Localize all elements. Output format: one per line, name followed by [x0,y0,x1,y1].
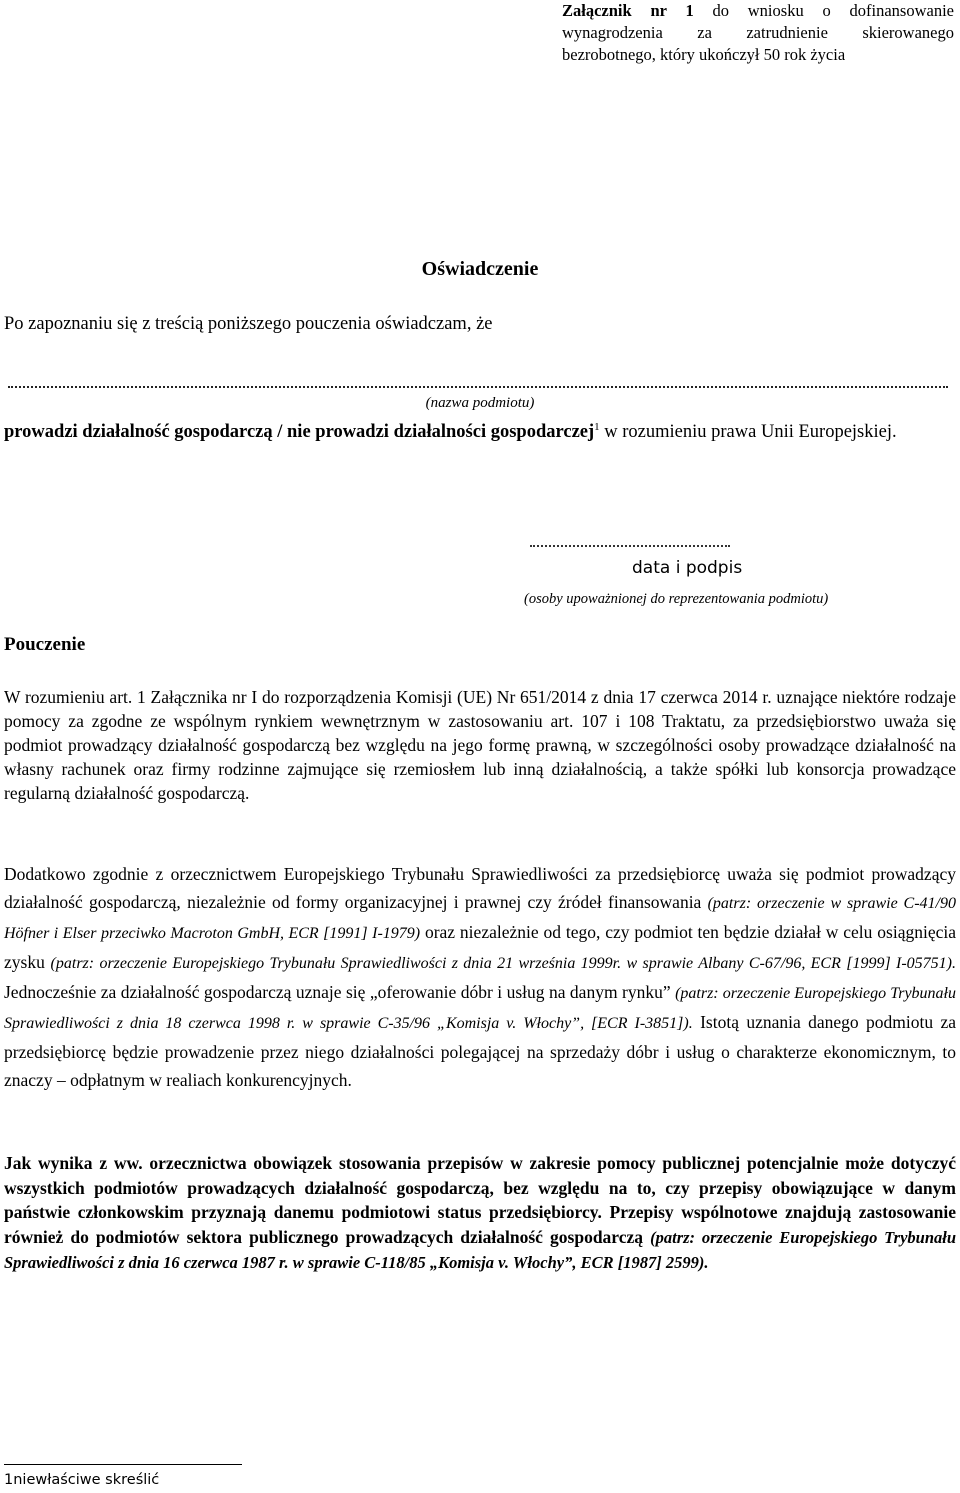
citation: (patrz: orzeczenie Europejskiego Trybunału Sprawiedliwości z dnia 21 września 1999r. w sprawie Albany C-67/96, ECR [1999] I-05751). [50,955,957,972]
option-conducts-business[interactable]: prowadzi działalność gospodarczą [4,422,273,442]
intro-text: Po zapoznaniu się z treścią poniższego pouczenia oświadczam, że [4,314,493,334]
citation: (patrz: orzeczenie w sprawie C-41/90 Höfner i Elser przeciwko Macroton GmbH, ECR [1991] I-1979) [4,895,957,942]
paragraph-definition: W rozumieniu art. 1 Załącznika nr I do rozporządzenia Komisji (UE) Nr 651/2014 z dnia 17 czerwca 2014 r. uznające niektóre rodzaje pomocy za zgodne ze wspólnym rynkiem wewnętrznym w zastosowaniu art. 107 i 108 Traktatu, za przedsiębiorstwo uważa się podmiot prowadzący działalność gospodarczą bez względu na jego formę prawną, w szczególności osoby prowadzące działalność na własny rachunek oraz firmy rodzinne zajmujące się rzemiosłem lub inną działalnością, a także spółki lub konsorcja prowadzące regularną działalność gospodarczą. [4,687,956,803]
paragraph-text: Jak wynika z ww. orzecznictwa obowiązek stosowania przepisów w zakresie pomocy publicznej potencjalnie może dotyczyć wszystkich podmiotów prowadzących działalność gospodarczą, bez względu na to, czy przepisy obowiązujące w danym państwie członkowskim przyznają danemu podmiotowi status przedsiębiorcy. Przepisy wspólnotowe znajdują zastosowanie również do podmiotów sektora publicznego prowadzących działalność gospodarczą [4,1153,956,1247]
citation: (patrz: orzeczenie Europejskiego Trybunału Sprawiedliwości z dnia 16 czerwca 1987 r. w sprawie C-118/85 „Komisja v. Włochy”, ECR [1987] 2599). [4,1227,957,1273]
entity-name-field[interactable] [8,372,948,388]
declaration-text [4,418,956,447]
annex-text: do wniosku o dofinansowanie wynagrodzenia za zatrudnienie skierowanego bezrobotnego, który ukończył 50 rok życia [562,1,954,64]
pouczenie-heading: Pouczenie [4,634,86,655]
declaration-suffix: w rozumieniu prawa Unii Europejskiej. [599,422,897,442]
entity-name-caption: (nazwa podmiotu) [425,395,535,411]
paragraph-text: Istotą uznania danego podmiotu za przedsiębiorcę będzie prowadzenie przez niego działalności polegającej na sprzedaży dóbr i usług o charakterze ekonomicznym, to znaczy – odpłatnym w realiach konkurencyjnych. [4,1012,957,1090]
signature-field[interactable] [530,531,730,547]
option-separator: / [272,422,288,442]
paragraph-text: Dodatkowo zgodnie z orzecznictwem Europejskiego Trybunału Sprawiedliwości za przedsiębiorcę uważa się podmiot prowadzący działalność gospodarczą, niezależnie od formy organizacyjnej i prawnej czy źródeł finansowania [4,864,956,912]
annex-label: Załącznik nr 1 [562,1,694,20]
paragraph-obligation [4,1151,956,1276]
footnote-text: 1niewłaściwe skreślić [4,1472,160,1488]
signature-label: data i podpis [632,558,743,578]
paragraph-text: oraz niezależnie od tego, czy podmiot ten będzie działał w celu osiągnięcia zysku [4,922,956,972]
page-title: Oświadczenie [421,258,539,280]
annex-header [562,0,954,66]
footnote-mark: 1 [594,420,600,433]
paragraph-text: Jednocześnie za działalność gospodarczą uznaje się „oferowanie dóbr i usług na danym rynku” [4,982,676,1002]
option-no-business[interactable]: nie prowadzi działalności gospodarczej [287,422,595,442]
citation: (patrz: orzeczenie Europejskiego Trybunału Sprawiedliwości z dnia 18 czerwca 1998 r. w sprawie C-35/96 „Komisja v. Włochy”, [ECR I-3851]). [4,985,956,1032]
signature-caption: (osoby upoważnionej do reprezentowania podmiotu) [524,591,829,607]
footnote-separator [4,1464,242,1465]
paragraph-case-law [4,860,956,1094]
